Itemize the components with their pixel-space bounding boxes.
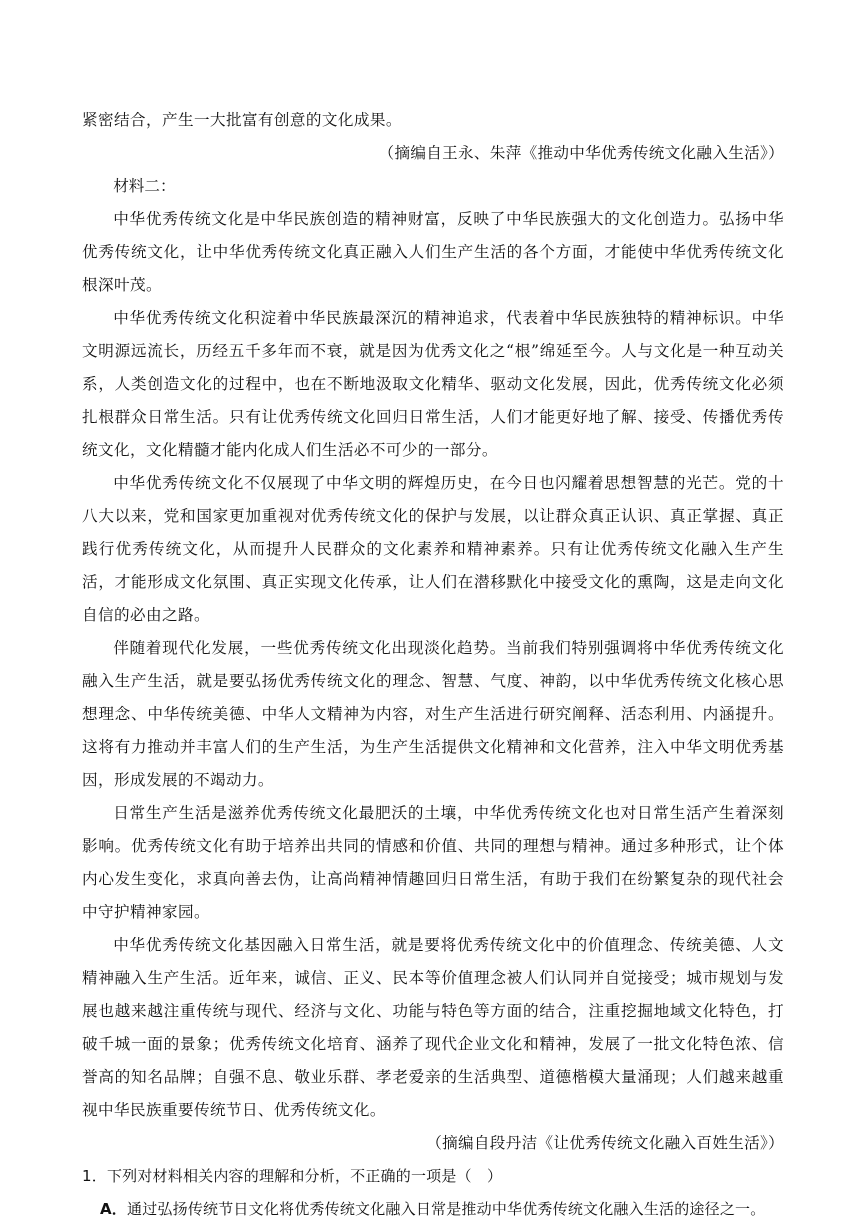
material-two-paragraph: 中华优秀传统文化积淀着中华民族最深沉的精神追求，代表着中华民族独特的精神标识。中华文明源远流长，历经五千多年而不衰，就是因为优秀文化之“根”绵延至今。人与文化是一种互动关系，人类创造文化的过程中，也在不断地汲取文化精华、驱动文化发展，因此，优秀传统文化必须扎根群众日常生活。只有让优秀传统文化回归日常生活，人们才能更好地了解、接受、传播优秀传统文化，文化精髓才能内化成人们生活必不可少的一部分。 <box>82 309 784 459</box>
material-two-paragraph: 伴随着现代化发展，一些优秀传统文化出现淡化趋势。当前我们特别强调将中华优秀传统文化融入生产生活，就是要弘扬优秀传统文化的理念、智慧、气度、神韵，以中华优秀传统文化核心思想理念、中华传统美德、中华人文精神为内容，对生产生活进行研究阐释、活态利用、内涵提升。这将有力推动并丰富人们的生产生活，为生产生活提供文化精神和文化营养，注入中华文明优秀基因，形成发展的不竭动力。 <box>82 639 784 789</box>
material-one-citation: （摘编自王永、朱萍《推动中华优秀传统文化融入生活》） <box>378 144 784 162</box>
option-a-letter: A． <box>100 1200 128 1218</box>
material-one-tail-text: 紧密结合，产生一大批富有创意的文化成果。 <box>82 111 402 129</box>
question-1-stem: 1．下列对材料相关内容的理解和分析，不正确的一项是（ ） <box>82 1167 503 1185</box>
material-two-paragraph: 中华优秀传统文化基因融入日常生活，就是要将优秀传统文化中的价值理念、传统美德、人文精神融入生产生活。近年来，诚信、正义、民本等价值理念被人们认同并自觉接受；城市规划与发展也越来越注重传统与现代、经济与文化、功能与特色等方面的结合，注重挖掘地域文化特色，打破千城一面的景象；优秀传统文化培育、涵养了现代企业文化和精神，发展了一批文化特色浓、信誉高的知名品牌；自强不息、敬业乐群、孝老爱亲的生活典型、道德楷模大量涌现；人们越来越重视中华民族重要传统节日、优秀传统文化。 <box>82 936 784 1119</box>
material-two-heading: 材料二： <box>113 177 176 195</box>
question-1-option-a[interactable] <box>82 1193 784 1226</box>
material-two-paragraph: 中华优秀传统文化是中华民族创造的精神财富，反映了中华民族强大的文化创造力。弘扬中华优秀传统文化，让中华优秀传统文化真正融入人们生产生活的各个方面，才能使中华优秀传统文化根深叶茂。 <box>82 210 784 294</box>
material-two-paragraph: 日常生产生活是滋养优秀传统文化最肥沃的土壤，中华优秀传统文化也对日常生活产生着深刻影响。优秀传统文化有助于培养出共同的情感和价值、共同的理想与精神。通过多种形式，让个体内心发生变化，求真向善去伪，让高尚精神情趣回归日常生活，有助于我们在纷繁复杂的现代社会中守护精神家园。 <box>82 804 784 921</box>
option-a-text: 通过弘扬传统节日文化将优秀传统文化融入日常是推动中华优秀传统文化融入生活的途径之一。 <box>127 1200 766 1218</box>
material-two-citation: （摘编自段丹洁《让优秀传统文化融入百姓生活》） <box>426 1134 784 1152</box>
document-body <box>82 104 784 1226</box>
material-two-paragraph: 中华优秀传统文化不仅展现了中华文明的辉煌历史，在今日也闪耀着思想智慧的光芒。党的十八大以来，党和国家更加重视对优秀传统文化的保护与发展，以让群众真正认识、真正掌握、真正践行优秀传统文化，从而提升人民群众的文化素养和精神素养。只有让优秀传统文化融入生产生活，才能形成文化氛围、真正实现文化传承，让人们在潜移默化中接受文化的熏陶，这是走向文化自信的必由之路。 <box>82 474 784 624</box>
